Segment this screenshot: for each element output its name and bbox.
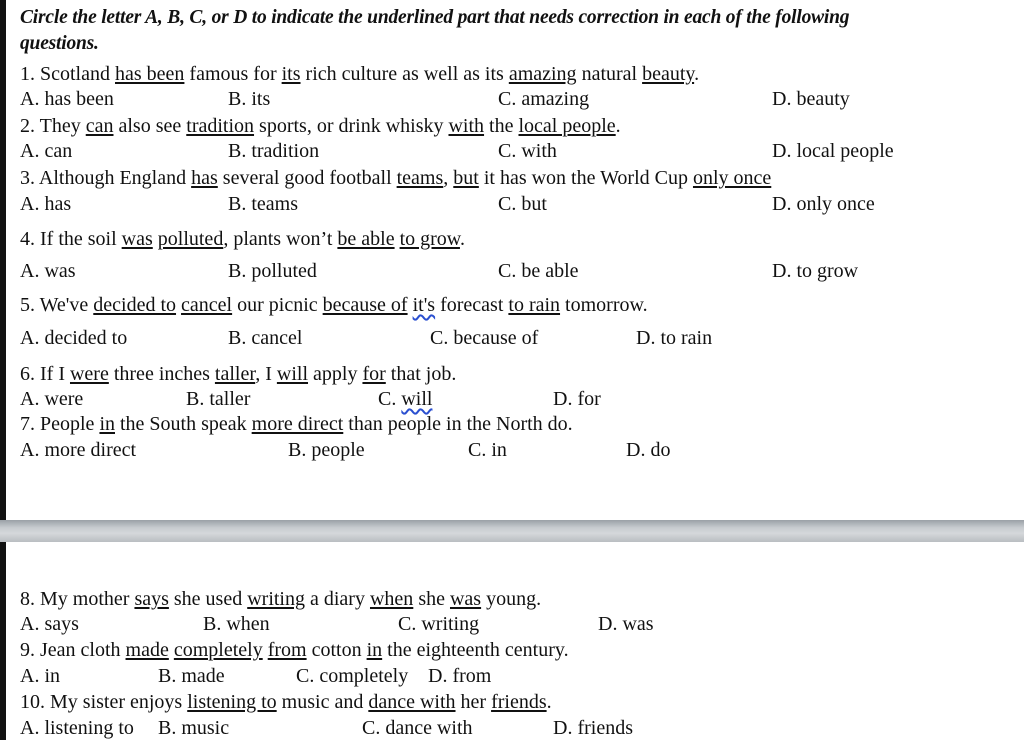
question-7 bbox=[20, 412, 573, 436]
question-4 bbox=[20, 227, 465, 251]
q1-option-b[interactable]: B. its bbox=[228, 88, 271, 110]
underlined-part: amazing bbox=[508, 63, 577, 85]
underlined-part: has been bbox=[115, 63, 185, 85]
question-text: our picnic bbox=[232, 294, 323, 316]
q1-option-c[interactable]: C. amazing bbox=[498, 88, 590, 110]
underlined-part: to rain bbox=[508, 294, 561, 316]
question-5 bbox=[20, 293, 648, 317]
underlined-part: were bbox=[69, 363, 109, 385]
q5-option-d[interactable]: D. to rain bbox=[636, 327, 713, 349]
question-text: , plants won’t bbox=[223, 228, 338, 250]
spellcheck-flagged-text: it's bbox=[412, 294, 436, 316]
question-6 bbox=[20, 362, 456, 386]
q7-option-d[interactable]: D. do bbox=[626, 439, 671, 461]
underlined-part: be able bbox=[337, 228, 395, 250]
question-text: . bbox=[459, 228, 465, 250]
underlined-part: taller bbox=[214, 363, 256, 385]
underlined-part: for bbox=[362, 363, 386, 385]
underlined-part: local people bbox=[518, 115, 616, 137]
q7-option-c[interactable]: C. in bbox=[468, 439, 507, 461]
q6-option-d[interactable]: D. for bbox=[553, 388, 601, 410]
q10-option-d[interactable]: D. friends bbox=[553, 717, 633, 739]
instruction-line-2: questions. bbox=[20, 33, 99, 54]
q3-option-c[interactable]: C. but bbox=[498, 193, 547, 215]
q9-option-d[interactable]: D. from bbox=[428, 665, 492, 687]
underlined-part: can bbox=[85, 115, 114, 137]
underlined-part: only once bbox=[692, 167, 772, 189]
question-text: 5. We've bbox=[20, 294, 94, 316]
question-text: the bbox=[484, 115, 519, 137]
q7-option-b[interactable]: B. people bbox=[288, 439, 365, 461]
q2-option-b[interactable]: B. tradition bbox=[228, 140, 320, 162]
q10-option-c[interactable]: C. dance with bbox=[362, 717, 473, 739]
question-10 bbox=[20, 690, 552, 714]
underlined-part: tradition bbox=[186, 115, 255, 137]
question-3 bbox=[20, 166, 771, 190]
q4-option-d[interactable]: D. to grow bbox=[772, 260, 859, 282]
question-text: her bbox=[455, 691, 492, 713]
question-text: 3. Although England bbox=[20, 167, 192, 189]
q2-option-d[interactable]: D. local people bbox=[772, 140, 894, 162]
underlined-part: in bbox=[99, 413, 115, 435]
question-text: a diary bbox=[305, 588, 370, 610]
underlined-part: will bbox=[276, 363, 309, 385]
section-divider bbox=[0, 520, 1024, 542]
underlined-part: when bbox=[369, 588, 414, 610]
underlined-part: cancel bbox=[181, 294, 233, 316]
underlined-part: its bbox=[281, 63, 301, 85]
underlined-part: listening to bbox=[187, 691, 277, 713]
q5-option-a[interactable]: A. decided to bbox=[20, 327, 128, 349]
q9-option-a[interactable]: A. in bbox=[20, 665, 60, 687]
q6-option-c[interactable]: C. will bbox=[378, 388, 433, 410]
underlined-part: was bbox=[449, 588, 482, 610]
q6-option-b[interactable]: B. taller bbox=[186, 388, 251, 410]
question-text: three inches bbox=[108, 363, 215, 385]
q10-option-a[interactable]: A. listening to bbox=[20, 717, 134, 739]
q3-option-a[interactable]: A. has bbox=[20, 193, 72, 215]
q5-option-c[interactable]: C. because of bbox=[430, 327, 539, 349]
question-text: sports, or drink whisky bbox=[254, 115, 449, 137]
question-1 bbox=[20, 62, 699, 86]
underlined-part: with bbox=[448, 115, 485, 137]
q3-option-d[interactable]: D. only once bbox=[772, 193, 875, 215]
underlined-part: made bbox=[125, 639, 169, 661]
underlined-part: decided to bbox=[93, 294, 177, 316]
q2-option-a[interactable]: A. can bbox=[20, 140, 73, 162]
question-text: music and bbox=[276, 691, 369, 713]
question-text: , bbox=[443, 167, 454, 189]
cropped-previous-line bbox=[250, 0, 870, 4]
underlined-part: beauty bbox=[642, 63, 695, 85]
question-text: she bbox=[413, 588, 450, 610]
question-text: famous for bbox=[184, 63, 282, 85]
question-text: the South speak bbox=[115, 413, 252, 435]
question-text: rich culture as well as its bbox=[300, 63, 509, 85]
q7-option-a[interactable]: A. more direct bbox=[20, 439, 137, 461]
question-text: , I bbox=[255, 363, 277, 385]
question-text: 8. My mother bbox=[20, 588, 135, 610]
q8-option-c[interactable]: C. writing bbox=[398, 613, 480, 635]
q4-option-b[interactable]: B. polluted bbox=[228, 260, 317, 282]
underlined-part: but bbox=[453, 167, 479, 189]
question-text: young. bbox=[481, 588, 542, 610]
question-text: 1. Scotland bbox=[20, 63, 115, 85]
question-text: it has won the World Cup bbox=[478, 167, 693, 189]
question-text: 4. If the soil bbox=[20, 228, 122, 250]
question-text: natural bbox=[576, 63, 643, 85]
underlined-part: writing bbox=[247, 588, 305, 610]
underlined-part: more direct bbox=[251, 413, 344, 435]
question-text: apply bbox=[308, 363, 363, 385]
question-text: also see bbox=[113, 115, 187, 137]
question-text: the eighteenth century. bbox=[382, 639, 569, 661]
question-8 bbox=[20, 587, 541, 611]
q8-option-a[interactable]: A. says bbox=[20, 613, 79, 635]
question-text: . bbox=[546, 691, 552, 713]
q2-option-c[interactable]: C. with bbox=[498, 140, 557, 162]
q8-option-d[interactable]: D. was bbox=[598, 613, 654, 635]
underlined-part: polluted bbox=[157, 228, 224, 250]
underlined-part: to grow bbox=[399, 228, 460, 250]
underlined-part: friends bbox=[491, 691, 547, 713]
question-text: than people in the North do. bbox=[343, 413, 573, 435]
q3-option-b[interactable]: B. teams bbox=[228, 193, 298, 215]
q1-option-a[interactable]: A. has been bbox=[20, 88, 114, 110]
instruction-line-1: Circle the letter A, B, C, or D to indicate the underlined part that needs correction in each of the following bbox=[20, 7, 850, 28]
question-text: tomorrow. bbox=[560, 294, 648, 316]
q8-option-b[interactable]: B. when bbox=[203, 613, 270, 635]
underlined-part: completely bbox=[173, 639, 263, 661]
question-text: 9. Jean cloth bbox=[20, 639, 126, 661]
underlined-part: teams bbox=[396, 167, 444, 189]
q4-option-c[interactable]: C. be able bbox=[498, 260, 579, 282]
question-text: 10. My sister enjoys bbox=[20, 691, 188, 713]
question-9 bbox=[20, 638, 569, 662]
underlined-part: from bbox=[267, 639, 307, 661]
q5-option-b[interactable]: B. cancel bbox=[228, 327, 303, 349]
question-text: 2. They bbox=[20, 115, 86, 137]
q9-option-b[interactable]: B. made bbox=[158, 665, 225, 687]
underlined-part: was bbox=[121, 228, 153, 250]
question-text: 6. If I bbox=[20, 363, 70, 385]
underlined-part: because of bbox=[322, 294, 408, 316]
question-text: cotton bbox=[306, 639, 367, 661]
underlined-part: dance with bbox=[368, 691, 456, 713]
question-text: forecast bbox=[435, 294, 509, 316]
q6-option-a[interactable]: A. were bbox=[20, 388, 84, 410]
question-text: that job. bbox=[385, 363, 457, 385]
underlined-part: says bbox=[134, 588, 169, 610]
question-text: . bbox=[615, 115, 621, 137]
page-left-border bbox=[0, 0, 6, 740]
question-text: . bbox=[694, 63, 700, 85]
spellcheck-flagged-text: will bbox=[401, 388, 433, 410]
underlined-part: in bbox=[366, 639, 383, 661]
q10-option-b[interactable]: B. music bbox=[158, 717, 230, 739]
underlined-part: has bbox=[191, 167, 218, 189]
question-text: several good football bbox=[217, 167, 397, 189]
question-text: 7. People bbox=[20, 413, 100, 435]
q4-option-a[interactable]: A. was bbox=[20, 260, 76, 282]
question-text: she used bbox=[168, 588, 248, 610]
q9-option-c[interactable]: C. completely bbox=[296, 665, 409, 687]
q1-option-d[interactable]: D. beauty bbox=[772, 88, 850, 110]
question-2 bbox=[20, 114, 621, 138]
